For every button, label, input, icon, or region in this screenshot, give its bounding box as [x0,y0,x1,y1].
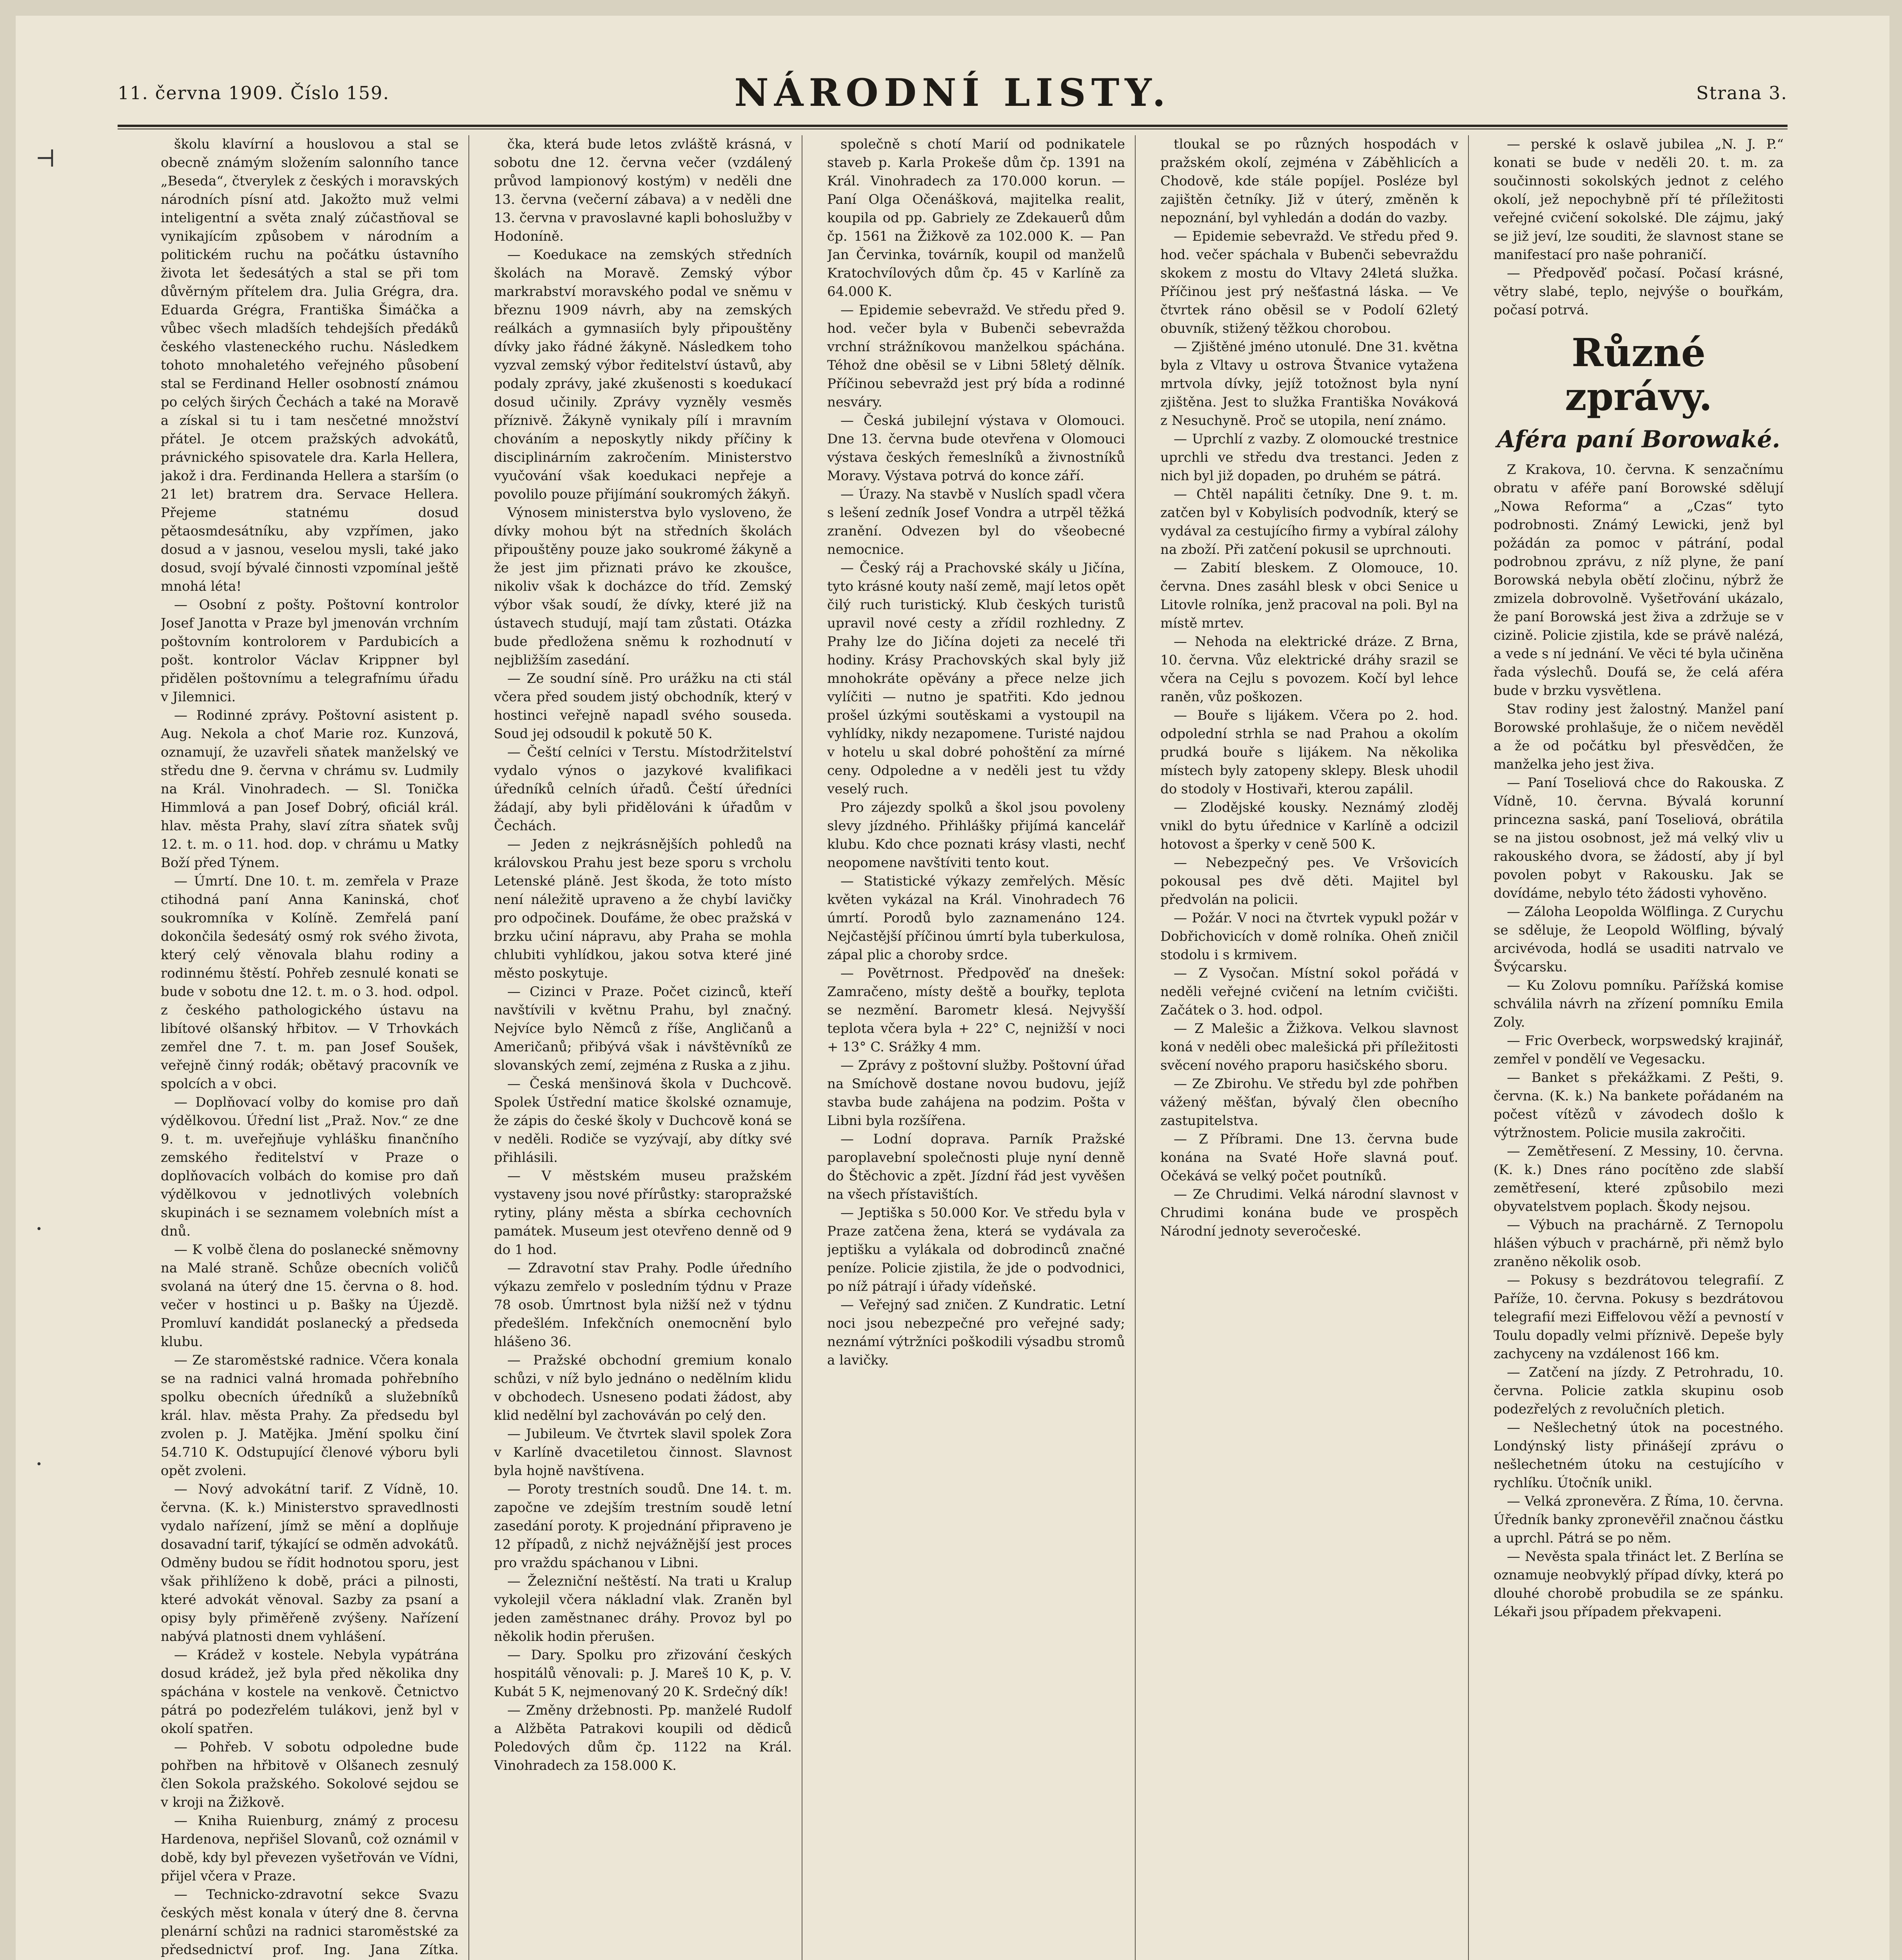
article-paragraph: — Ze Zbirohu. Ve středu byl zde pohřben vážený měšťan, bývalý člen obecního zastupitelstva. [1160,1076,1458,1129]
article-paragraph: — Koedukace na zemských středních školách na Moravě. Zemský výbor markrabství moravského podal ve sněmu v březnu 1909 návrh, aby na zemských reálkách a gymnasiích byly připouštěny dívky jako řádné žákyně. Následkem toho vyzval zemský výbor ředitelství ústavů, aby podaly zprávy, jaké zkušenosti s koedukací dosud učinily. Zprávy vyzněly vesměs příznivě. Žákyně vynikaly pílí i mravním chováním a neposkytly nikdy příčiny k disciplinárním zakročením. Ministerstvo vyučování však koedukaci nepřeje a povolilo pouze přijímání soukromých žákyň. [494,247,792,502]
article-paragraph: — Úrazy. Na stavbě v Nuslích spadl včera s lešení zedník Josef Vondra a utrpěl těžká zranění. Odvezen byl do všeobecné nemocnice. [827,486,1125,557]
article-paragraph: — Zdravotní stav Prahy. Podle úředního výkazu zemřelo v posledním týdnu v Praze 78 osob. Úmrtnost byla nižší než v týdnu předešlém. Infekčních onemocnění bylo hlášeno 36. [494,1260,792,1350]
article-paragraph: Výnosem ministerstva bylo vysloveno, že dívky mohou být na středních školách připouštěny pouze jako soukromé žákyně a že jest jim přiznati právo ke zkoušce, nikoliv však k docházce do tříd. Zemský výbor však soudí, že dívky, které již na ústavech studují, mají tam zůstati. Otázka bude předložena sněmu k rozhodnutí v nejbližším zasedání. [494,505,792,668]
article-paragraph: — V městském museu pražském vystaveny jsou nové přírůstky: staropražské rytiny, plány města a sbírka cechovních památek. Museum jest otevřeno denně od 9 do 1 hod. [494,1168,792,1258]
article-paragraph: — Povětrnost. Předpověď na dnešek: Zamračeno, místy deště a bouřky, teplota se nezmění. Barometr klesá. Nejvyšší teplota včera byla + 22° C, nejnižší v noci + 13° C. Srážky 4 mm. [827,965,1125,1055]
column-3 [827,135,1125,1960]
article-paragraph: — Požár. V noci na čtvrtek vypukl požár v Dobřichovicích v domě rolníka. Oheň zničil stodolu i s krmivem. [1160,910,1458,963]
article-paragraph: — Z Vysočan. Místní sokol pořádá v neděli veřejné cvičení na letním cvičišti. Začátek o 3. hod. odpol. [1160,965,1458,1018]
article-paragraph: — Technicko-zdravotní sekce Svazu českých měst konala v úterý dne 8. června plenární schůzi na radnici staroměstské za předsednictví prof. Ing. Jana Zítka. [161,1887,459,1958]
article-paragraph: — Bouře s lijákem. Včera po 2. hod. odpolední strhla se nad Prahou a okolím prudká bouře s lijákem. Na několika místech byly zatopeny sklepy. Blesk uhodil do stodoly v Hostivaři, kterou zapálil. [1160,708,1458,797]
article-paragraph: — Zlodějské kousky. Neznámý zloděj vnikl do bytu úřednice v Karlíně a odcizil hotovost a šperky v ceně 500 K. [1160,800,1458,852]
column-paragraphs [1494,135,1784,319]
article-paragraph: — Nešlechetný útok na pocestného. Londýnský listy přinášejí zprávu o nešlechetném útoku na cestujícího v rychlíku. Útočník unikl. [1494,1420,1784,1491]
article-paragraph: — Z Příbrami. Dne 13. června bude konána na Svaté Hoře slavná pouť. Očekává se velký počet poutníků. [1160,1131,1458,1184]
article-paragraph: — Předpověď počasí. Počasí krásné, větry slabé, teplo, nejvýše o bouřkám, počasí potrvá. [1494,265,1784,318]
article-paragraph: — Epidemie sebevražd. Ve středu před 9. hod. večer byla v Bubenči sebevražda vrchní strážníkovou manželkou spáchána. Téhož dne oběsil se v Libni 58letý dělník. Příčinou sebevražd jest prý bída a rodinné nesváry. [827,302,1125,410]
article-paragraph: tloukal se po různých hospodách v pražském okolí, zejména v Záběhlicích a Chodově, kde stále popíjel. Posléze byl zajištěn četníky. Již v úterý, změněn k nepoznání, byl vyhledán a dodán do vazby. [1160,136,1458,226]
article-paragraph: — Lodní doprava. Parník Pražské paroplavební společnosti pluje nyní denně do Štěchovic a zpět. Jízdní řád jest vyvěšen na všech přístavištích. [827,1131,1125,1202]
margin-mark: · [35,1215,43,1243]
article-paragraph: — Ze soudní síně. Pro urážku na cti stál včera před soudem jistý obchodník, který v hostinci veřejně napadl svého souseda. Soud jej odsoudil k pokutě 50 K. [494,671,792,742]
column-divider [1468,135,1469,1960]
margin-mark: · [35,1450,43,1478]
article-paragraph: — Nebezpečný pes. Ve Vršovicích pokousal pes dvě děti. Majitel byl předvolán na policii. [1160,855,1458,907]
article-paragraph: — Fric Overbeck, worpswedský krajinář, zemřel v pondělí ve Vegesacku. [1494,1033,1784,1067]
article-paragraph: — Nehoda na elektrické dráze. Z Brna, 10. června. Vůz elektrické dráhy srazil se včera na Cejlu s povozem. Kočí byl lehce raněn, vůz poškozen. [1160,634,1458,705]
article-paragraph: — Poroty trestních soudů. Dne 14. t. m. započne ve zdejším trestním soudě letní zasedání poroty. K projednání připraveno je 12 případů, z nichž nejvážnější jest proces pro vraždu spáchanou v Libni. [494,1481,792,1571]
article-paragraph: — Osobní z pošty. Poštovní kontrolor Josef Janotta v Praze byl jmenován vrchním poštovním kontrolorem v Pardubicích a pošt. kontrolor Václav Krippner byl přidělen poštovnímu a telegrafnímu úřadu v Jilemnici. [161,597,459,705]
article-paragraph: — Zjištěné jméno utonulé. Dne 31. května byla z Vltavy u ostrova Štvanice vytažena mrtvola dívky, jejíž totožnost byla nyní zjištěna. Jest to služka Františka Nováková z Nesuchyně. Proč se utopila, není známo. [1160,339,1458,428]
article-paragraph: — Jeptiška s 50.000 Kor. Ve středu byla v Praze zatčena žena, která se vydávala za jeptišku a vylákala od dobrodinců značné peníze. Policie zjistila, že jde o podvodnici, po níž pátrají i úřady vídeňské. [827,1205,1125,1294]
article-paragraph: — Zatčení na jízdy. Z Petrohradu, 10. června. Policie zatkla skupinu osob podezřelých z revolučních pletich. [1494,1365,1784,1417]
article-paragraph: — Úmrtí. Dne 10. t. m. zemřela v Praze ctihodná paní Anna Kaninská, choť soukromníka v Kolíně. Zemřelá paní dokončila šedesátý osmý rok svého života, který celý věnovala blahu rodiny a rodinnému štěstí. Pohřeb zesnulé konati se bude v sobotu dne 12. t. m. o 3. hod. odpol. z českého pathologického ústavu na libítové olšanský hřbitov. — V Trhovkách zemřel dne 7. t. m. pan Josef Soušek, veřejně činný rodák; obětavý pracovník ve spolcích a v obci. [161,873,459,1092]
article-paragraph: — Banket s překážkami. Z Pešti, 9. června. (K. k.) Na bankete pořádaném na počest vítězů v závodech došlo k výtržnostem. Policie musila zakročiti. [1494,1070,1784,1141]
article-paragraph: — Pohřeb. V sobotu odpoledne bude pohřben na hřbitově v Olšanech zesnulý člen Sokola pražského. Sokolové sejdou se v kroji na Žižkově. [161,1739,459,1810]
article-paragraph: — Česká jubilejní výstava v Olomouci. Dne 13. června bude otevřena v Olomouci výstava českých řemeslníků a živnostníků Moravy. Výstava potrvá do konce září. [827,413,1125,484]
article-paragraph: — Nový advokátní tarif. Z Vídně, 10. června. (K. k.) Ministerstvo spravedlnosti vydalo nařízení, jímž se mění a doplňuje dosavadní tarif, týkající se odměn advokátů. Odměny budou se řídit hodnotou sporu, jest však přihlíženo k době, práci a pilnosti, které advokát věnoval. Sazby za psaní a opisy byly přiměřeně zvýšeny. Nařízení nabývá platnosti dnem vyhlášení. [161,1481,459,1644]
issue-date: 11. června 1909. Číslo 159. [118,82,390,103]
column-1 [161,135,459,1960]
article-paragraph: — Dary. Spolku pro zřizování českých hospitálů věnovali: p. J. Mareš 10 K, p. V. Kubát 5 K, nejmenovaný 20 K. Srdečný dík! [494,1647,792,1700]
article-paragraph: — Pokusy s bezdrátovou telegrafií. Z Paříže, 10. června. Pokusy s bezdrátovou telegrafií mezi Eiffelovou věží a pevností v Toulu dopadly velmi příznivě. Depeše byly zachyceny na vzdálenost 166 km. [1494,1272,1784,1362]
article-paragraph: — Epidemie sebevražd. Ve středu před 9. hod. večer spáchala v Bubenči sebevraždu skokem z mostu do Vltavy 24letá služka. Příčinou jest prý nešťastná láska. — Ve čtvrtek ráno oběsil se v Podolí 62letý obuvník, stižený těžkou chorobou. [1160,229,1458,336]
section-heading: Různé zprávy. [1564,330,1713,419]
article-paragraph: — Výbuch na prachárně. Z Ternopolu hlášen výbuch v prachárně, při němž bylo zraněno několik osob. [1494,1217,1784,1270]
article-paragraph: — Zemětřesení. Z Messiny, 10. června. (K. k.) Dnes ráno pocítěno zde slabší zemětřesení, které způsobilo mezi obyvatelstvem poplach. Škody nejsou. [1494,1143,1784,1214]
article-paragraph: — perské k oslavě jubilea „N. J. P.“ konati se bude v neděli 20. t. m. za součinnosti sokolských jednot z celého okolí, jež nepochybně pří té příležitosti veřejné cvičení sokolské. Dle zájmu, jaký se již jeví, lze souditi, že slavnost stane se manifestací pro naše pohraničí. [1494,136,1784,263]
article-paragraph: — Velká zpronevěra. Z Říma, 10. června. Úředník banky zpronevěřil značnou částku a uprchl. Pátrá se po něm. [1494,1494,1784,1546]
article-paragraph: — Cizinci v Praze. Počet cizinců, kteří navštívili v květnu Prahu, byl značný. Nejvíce bylo Němců z říše, Angličanů a Američanů; přibývá však i návštěvníků ze slovanských zemí, zejména z Ruska a z jihu. [494,984,792,1073]
article-paragraph: — Chtěl napáliti četníky. Dne 9. t. m. zatčen byl v Kobylisích podvodník, který se vydával za cestujícího firmy a vybíral zálohy na zboží. Při zatčení pokusil se uprchnouti. [1160,486,1458,557]
article-paragraph: — Kniha Ruienburg, známý z procesu Hardenova, nepřišel Slovanů, což oznámil v době, kdy byl převezen vyšetřován ve Vídni, přijel včera v Praze. [161,1813,459,1884]
article-paragraph: — Jeden z nejkrásnějších pohledů na královskou Prahu jest beze sporu s vrcholu Letenské pláně. Jest škoda, že toto místo není náležitě upraveno a že chybí lavičky pro odpočinek. Doufáme, že obec pražská v brzku učiní nápravu, aby Praha se mohla chlubiti vyhlídkou, jakou sotva které jiné město poskytuje. [494,837,792,981]
article-paragraph: — Statistické výkazy zemřelých. Měsíc květen vykázal na Král. Vinohradech 76 úmrtí. Porodů bylo zaznamenáno 124. Nejčastější příčinou úmrtí byla tuberkulosa, zápal plic a choroby srdce. [827,873,1125,963]
article-paragraph: — Ze staroměstské radnice. Včera konala se na radnici valná hromada pohřebního spolku obecních úředníků a služebníků král. hlav. města Prahy. Za předsedu byl zvolen p. J. Matějka. Jmění spolku činí 54.710 K. Odstupující členové výboru byli opět zvoleni. [161,1352,459,1479]
article-paragraph: — Záloha Leopolda Wölflinga. Z Curychu se sděluje, že Leopold Wölfling, bývalý arcivévoda, hodlá se usaditi natrvalo ve Švýcarsku. [1494,904,1784,975]
article-paragraph: společně s chotí Marií od podnikatele staveb p. Karla Prokeše dům čp. 1391 na Král. Vinohradech za 170.000 korun. — Paní Olga Očenášková, majitelka realit, koupila od pp. Gabriely ze Zdekauerů dům čp. 1561 na Žižkově za 102.000 K. — Pan Jan Červinka, továrník, koupil od manželů Kratochvílových dům čp. 45 v Karlíně za 64.000 K. [827,136,1125,299]
article-paragraph: — Český ráj a Prachovské skály u Jičína, tyto krásné kouty naší země, mají letos opět čilý ruch turistický. Klub českých turistů upravil nové cesty a zřídil rozhledny. Z Prahy lze do Jičína dojeti za necelé tři hodiny. Krásy Prachovských skal byly již mnohokráte opěvány a přece nelze jich vylíčiti — nutno je spatřiti. Kdo jednou prošel úzkými soutěskami a vystoupil na vyhlídky, nikdy nezapomene. Turisté najdou v hotelu u skal dobré pohoštění za mírné ceny. Odpoledne a v neděli jest tu vždy veselý ruch. [827,560,1125,797]
article-heading: Aféra paní Borowaké. [1497,426,1780,453]
column-5 [1494,135,1784,1960]
article-paragraph: — K volbě člena do poslanecké sněmovny na Malé straně. Schůze obecních voličů svolaná na úterý dne 15. června o 8. hod. večer v hostinci u p. Bašky na Újezdě. Promluví kandidát poslanecký a předseda klubu. [161,1242,459,1350]
article-paragraph: — Veřejný sad zničen. Z Kundratic. Letní noci jsou nebezpečné pro veřejné sady; neznámí výtržníci poškodili výsadbu stromů a lavičky. [827,1297,1125,1368]
article-paragraph: — Doplňovací volby do komise pro daň výdělkovou. Úřední list „Praž. Nov.“ ze dne 9. t. m. uveřejňuje vyhlášku finančního zemského ředitelství v Praze o doplňovacích volbách do komise pro daň výdělkovou v jednotlivých volebních skupinách i se seznamem volebních míst a dnů. [161,1094,459,1239]
column-paragraphs [1160,135,1458,1241]
article-paragraph: — Zprávy z poštovní služby. Poštovní úřad na Smíchově dostane novou budovu, jejíž stavba bude zahájena na podzim. Pošta v Libni byla rozšířena. [827,1058,1125,1129]
article-paragraph: Stav rodiny jest žalostný. Manžel paní Borowské prohlašuje, že o ničem nevěděl a že od počátku byl přesvědčen, že manželka jeho jest živa. [1494,701,1784,772]
article-paragraph: — Čeští celníci v Terstu. Místodržitelství vydalo výnos o jazykové kvalifikaci úředníků celních úřadů. Čeští úředníci žádají, aby byli přidělováni k úřadům v Čechách. [494,744,792,834]
column-4 [1160,135,1458,1960]
margin-mark: ⊣ [35,145,56,172]
article-paragraph: — Železniční neštěstí. Na trati u Kralup vykolejil včera nákladní vlak. Zraněn byl jeden zaměstnanec dráhy. Provoz byl po několik hodin přerušen. [494,1573,792,1644]
article-paragraph: — Uprchlí z vazby. Z olomoucké trestnice uprchli ve středu dva trestanci. Jeden z nich byl již dopaden, po druhém se pátrá. [1160,431,1458,484]
article-paragraph: — Jubileum. Ve čtvrtek slavil spolek Zora v Karlíně dvacetiletou činnost. Slavnost byla hojně navštívena. [494,1426,792,1479]
masthead: NÁRODNÍ LISTY. [734,71,1171,115]
page-number: Strana 3. [1696,82,1788,103]
header-rule [118,125,1788,127]
column-divider [468,135,469,1960]
article-paragraph: — Česká menšinová škola v Duchcově. Spolek Ústřední matice školské oznamuje, že zápis do české školy v Duchcově koná se v neděli. Rodiče se vyzývají, aby dítky své přihlásili. [494,1076,792,1165]
article-paragraph: — Nevěsta spala třináct let. Z Berlína se oznamuje neobvyklý případ dívky, která po dlouhé chorobě probudila se ze spánku. Lékaři jsou případem překvapeni. [1494,1549,1784,1620]
column-paragraphs [161,135,459,1960]
column-2 [494,135,792,1960]
article-paragraph: — Rodinné zprávy. Poštovní asistent p. Aug. Nekola a choť Marie roz. Kunzová, oznamují, že uzavřeli sňatek manželský ve středu dne 9. června v chrámu sv. Ludmily na Král. Vinohradech. — Sl. Tonička Himmlová a pan Josef Dobrý, oficiál král. hlav. města Prahy, slaví zítra sňatek svůj 12. t. m. o 11. hod. dop. v chrámu u Matky Boží před Týnem. [161,708,459,871]
article-paragraph: — Krádež v kostele. Nebyla vypátrána dosud krádež, jež byla před několika dny spáchána v kostele na venkově. Četnictvo pátrá po podezřelém tulákovi, jenž byl v okolí spatřen. [161,1647,459,1737]
article-paragraph: školu klavírní a houslovou a stal se obecně známým složením salonního tance „Beseda“, čtverylek z českých i moravských národních písní atd. Jakožto muž velmi inteligentní a světa znalý zúčastňoval se vynikajícím způsobem v národním a politickém ruchu na počátku ústavního života let šedesátých a stal se při tom důvěrným přítelem dra. Julia Grégra, dra. Eduarda Grégra, Františka Šimáčka a vůbec všech mladších tehdejších předáků českého vlasteneckého ruchu. Následkem tohoto mnohaletého veřejného působení stal se Ferdinand Heller osobností známou po celých širých Čechách a také na Moravě a získal si tu i tam nesčetné množství přátel. Je otcem pražských advokátů, právnického spisovatele dra. Karla Hellera, jakož i dra. Ferdinanda Hellera a starším (o 21 let) bratrem dra. Servace Hellera. Přejeme statnému dosud pětaosmdesátníku, aby vzpřímen, jako dosud a v jasnou, veselou mysli, také jako dosud, svojí bývalé činnosti vzpomínal ještě mnohá léta! [161,136,459,594]
column-paragraphs [494,135,792,1775]
column-paragraphs [827,135,1125,1370]
article-paragraph: — Změny držebnosti. Pp. manželé Rudolf a Alžběta Patrakovi koupili od dědiců Poledových dům čp. 1122 na Král. Vinohradech za 158.000 K. [494,1702,792,1773]
article-paragraph: — Paní Toseliová chce do Rakouska. Z Vídně, 10. června. Bývalá korunní princezna saská, paní Toseliová, obrátila se na jistou osobnost, jež má velký vliv u rakouského dvora, se žádostí, aby jí byl povolen pobyt v Rakousku. Jak se dovídáme, nebylo této žádosti vyhověno. [1494,775,1784,901]
article-paragraph: — Ku Zolovu pomníku. Pařížská komise schválila návrh na zřízení pomníku Emila Zoly. [1494,978,1784,1030]
article-paragraph: — Pražské obchodní gremium konalo schůzi, v níž bylo jednáno o nedělním klidu v obchodech. Usneseno podati žádost, aby klid nedělní byl zachováván po celý den. [494,1352,792,1423]
column-paragraphs-after [1494,461,1784,1621]
article-paragraph: Z Krakova, 10. června. K senzačnímu obratu v aféře paní Borowské sdělují „Nowa Reforma“ a „Czas“ tyto podrobnosti. Známý Lewicki, jenž byl požádán za pomoc v pátrání, podal podrobnou zprávu, z níž plyne, že paní Borowská nebyla obětí zločinu, nýbrž že zmizela dobrovolně. Vyšetřování ukázalo, že paní Borowská jest živa a zdržuje se v cizině. Policie zjistila, kde se právě nalézá, a vede s ní jednání. Ve věci té byla učiněna řada výslechů. Doufá se, že celá aféra bude v brzku vysvětlena. [1494,462,1784,699]
article-paragraph: Pro zájezdy spolků a škol jsou povoleny slevy jízdného. Přihlášky přijímá kancelář klubu. Kdo chce poznati krásy vlasti, nechť neopomene navštíviti tento kout. [827,800,1125,871]
article-paragraph: — Z Malešic a Žižkova. Velkou slavnost koná v neděli obec malešická při příležitosti svěcení nového praporu hasičského sboru. [1160,1021,1458,1073]
article-paragraph: — Zabití bleskem. Z Olomouce, 10. června. Dnes zasáhl blesk v obci Senice u Litovle rolníka, jenž pracoval na poli. Byl na místě mrtev. [1160,560,1458,631]
page-header [118,67,1788,125]
column-divider [1135,135,1136,1960]
article-paragraph: — Ze Chrudimi. Velká národní slavnost v Chrudimi konána bude ve prospěch Národní jednoty severočeské. [1160,1187,1458,1239]
article-paragraph: čka, která bude letos zvláště krásná, v sobotu dne 12. června večer (vzdálený průvod lampionový kostým) v neděli dne 13. června (večerní zábava) a v neděli dne 13. června v pravoslavné kapli bohoslužby v Hodoníně. [494,136,792,244]
